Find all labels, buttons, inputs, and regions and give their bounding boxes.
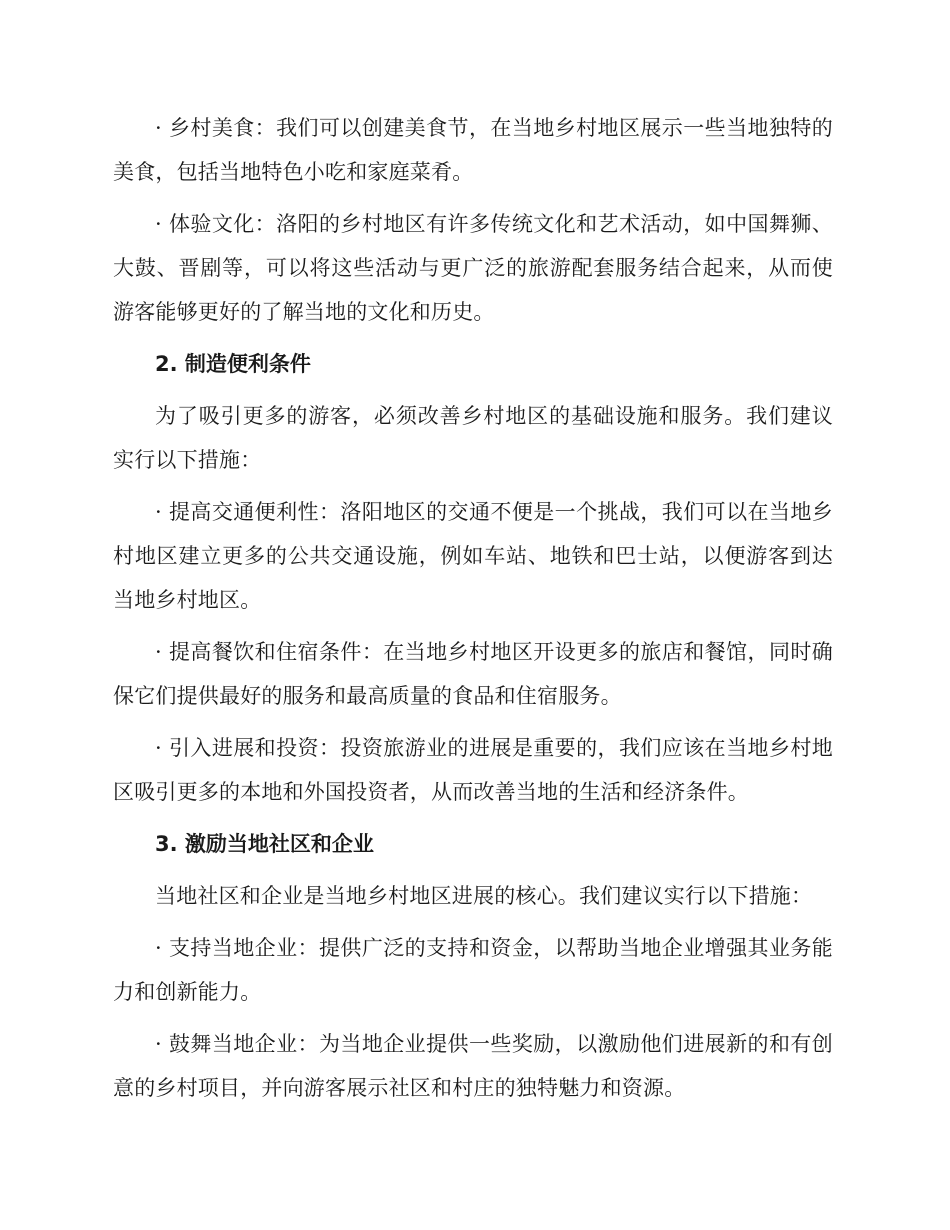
section-heading-convenience: 2. 制造便利条件 [155,352,311,376]
paragraph-dining-lodging: · 提高餐饮和住宿条件：在当地乡村地区开设更多的旅店和餐馆，同时确保它们提供最好的服务和最高质量的食品和住宿服务。 [113,640,833,708]
section-heading-community: 3. 激励当地社区和企业 [155,832,374,856]
paragraph-transport: · 提高交通便利性：洛阳地区的交通不便是一个挑战，我们可以在当地乡村地区建立更多的公共交通设施，例如车站、地铁和巴士站，以便游客到达当地乡村地区。 [113,500,833,612]
paragraph-rural-food: · 乡村美食：我们可以创建美食节，在当地乡村地区展示一些当地独特的美食，包括当地特色小吃和家庭菜肴。 [113,116,833,184]
paragraph-culture-experience: · 体验文化：洛阳的乡村地区有许多传统文化和艺术活动，如中国舞狮、大鼓、晋剧等，可以将这些活动与更广泛的旅游配套服务结合起来，从而使游客能够更好的了解当地的文化和历史。 [113,212,833,324]
paragraph-community-intro: 当地社区和企业是当地乡村地区进展的核心。我们建议实行以下措施： [155,884,813,908]
paragraph-infrastructure-intro: 为了吸引更多的游客，必须改善乡村地区的基础设施和服务。我们建议实行以下措施： [113,404,833,472]
paragraph-encourage-business: · 鼓舞当地企业：为当地企业提供一些奖励，以激励他们进展新的和有创意的乡村项目，并向游客展示社区和村庄的独特魅力和资源。 [113,1032,833,1100]
paragraph-support-business: · 支持当地企业：提供广泛的支持和资金，以帮助当地企业增强其业务能力和创新能力。 [113,936,833,1004]
document-page [113,106,833,1118]
paragraph-investment: · 引入进展和投资：投资旅游业的进展是重要的，我们应该在当地乡村地区吸引更多的本地和外国投资者，从而改善当地的生活和经济条件。 [113,736,833,804]
